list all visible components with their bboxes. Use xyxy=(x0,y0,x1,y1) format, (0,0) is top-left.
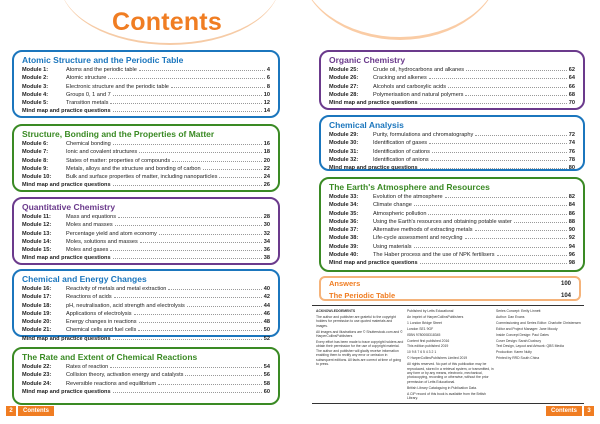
page-number: 6 xyxy=(266,75,270,82)
page-number: 88 xyxy=(568,218,575,225)
dot-leader xyxy=(219,173,261,178)
dot-leader xyxy=(414,243,567,248)
module-row[interactable] xyxy=(14,66,278,74)
module-number: Module 12: xyxy=(22,222,52,229)
dot-leader xyxy=(448,83,567,88)
dot-leader xyxy=(185,371,261,376)
page-number: 60 xyxy=(263,388,270,395)
page-number: 48 xyxy=(263,319,270,326)
module-row[interactable] xyxy=(14,165,278,173)
page-number: 94 xyxy=(568,243,575,250)
dot-leader xyxy=(420,259,567,264)
dot-leader xyxy=(428,210,566,215)
dot-leader xyxy=(139,148,262,153)
module-row[interactable] xyxy=(14,285,278,293)
ack-line: Series Concept: Emily Linnett xyxy=(496,309,541,313)
module-row[interactable] xyxy=(14,371,278,379)
module-title: Moles, solutions and masses xyxy=(66,238,138,245)
mind-map-row[interactable] xyxy=(321,164,583,172)
ack-column-2 xyxy=(407,309,495,402)
module-title: Mind map and practice questions xyxy=(22,335,111,342)
page-number: 84 xyxy=(568,202,575,209)
module-row[interactable] xyxy=(14,213,278,221)
ack-line: The author and publisher are grateful to the copyright holders for permission to use quoted materials and images. xyxy=(316,314,396,328)
footer-left xyxy=(6,406,56,416)
module-number: Module 4: xyxy=(22,91,49,98)
dot-leader xyxy=(118,213,262,218)
dot-leader xyxy=(431,156,567,161)
decorative-arc xyxy=(300,0,500,40)
dot-leader xyxy=(445,193,567,198)
module-row[interactable] xyxy=(321,193,583,201)
mind-map-row[interactable] xyxy=(14,388,278,396)
ack-line: Cover Design: Sarah Duxbury xyxy=(496,338,542,343)
page-number-left: 2 xyxy=(6,406,16,416)
module-row[interactable] xyxy=(14,74,278,82)
module-row[interactable] xyxy=(321,243,583,251)
module-number: Module 31: xyxy=(329,148,359,155)
module-title: Metals, alloys and the structure and bonding of carbon xyxy=(66,165,201,172)
dot-leader xyxy=(113,388,262,393)
footer-label-left: Contents xyxy=(18,406,54,416)
dot-leader xyxy=(139,318,262,323)
section-heading: The Rate and Extent of Chemical Reactions xyxy=(22,352,198,362)
dot-leader xyxy=(429,139,567,144)
page-number: 74 xyxy=(568,140,575,147)
dot-leader xyxy=(139,66,265,71)
section-box xyxy=(12,197,280,265)
module-title: Using the Earth's resources and obtaining potable water xyxy=(373,218,512,225)
module-row[interactable] xyxy=(321,83,583,91)
page-number: 44 xyxy=(263,302,270,309)
module-title: Mass and equations xyxy=(66,214,117,220)
page-number: 26 xyxy=(263,182,270,189)
page-number: 12 xyxy=(263,100,270,107)
module-row[interactable] xyxy=(14,157,278,165)
module-number: Module 23: xyxy=(22,372,52,379)
dot-leader xyxy=(187,302,262,307)
module-number: Module 9: xyxy=(22,165,49,172)
module-title: Collision theory, activation energy and catalysts xyxy=(66,372,184,379)
page-number: 24 xyxy=(263,174,270,181)
page-number: 36 xyxy=(263,247,270,254)
module-row[interactable] xyxy=(321,218,583,226)
module-number: Module 6: xyxy=(22,141,49,147)
ack-line: 10 9 8 7 6 5 4 3 2 1 xyxy=(407,350,437,355)
module-row[interactable] xyxy=(14,293,278,301)
ack-line: A CIP record of this book is available from the British Library. xyxy=(407,391,486,400)
module-number: Module 25: xyxy=(329,67,359,73)
module-number: Module 2: xyxy=(22,75,49,82)
module-title: Mind map and practice questions xyxy=(329,260,418,267)
module-title: Reversible reactions and equilibrium xyxy=(66,380,157,387)
page-number: 46 xyxy=(263,310,270,317)
page-number: 64 xyxy=(568,75,575,82)
ack-line: Printed by RRD South China xyxy=(496,356,540,361)
module-title: Reactivity of metals and metal extraction xyxy=(66,286,167,292)
section-box xyxy=(12,269,280,342)
module-number: Module 36: xyxy=(329,218,359,225)
module-row[interactable] xyxy=(321,74,583,82)
ack-line: All rights reserved. No part of this publication may be reproduced, stored in a retrieval system, or transmitted, in any form or by any means, electronic, mechanical, photocopying, recording or otherwise, without the prior permission of Letts Educational. xyxy=(407,362,494,384)
module-number: Module 38: xyxy=(329,235,359,242)
module-title: Transition metals xyxy=(66,100,109,107)
page-number: 78 xyxy=(568,156,575,163)
ack-line: Inside Concept Design: Paul Oates xyxy=(496,332,549,337)
module-number: Module 15: xyxy=(22,247,52,254)
ack-line: ISBN 9780008318345 xyxy=(407,332,441,337)
section-box xyxy=(319,115,585,171)
section-heading: The Earth's Atmosphere and Resources xyxy=(329,182,490,192)
module-row[interactable] xyxy=(14,83,278,91)
periodic-table-page: 104 xyxy=(560,292,571,299)
module-title: Groups 0, 1 and 7 xyxy=(66,91,111,98)
ack-line: This edition published 2019 xyxy=(407,344,449,349)
page-number: 98 xyxy=(568,260,575,267)
module-number: Module 29: xyxy=(329,132,359,138)
module-row[interactable] xyxy=(14,91,278,99)
module-title: Bulk and surface properties of matter, including nanoparticles xyxy=(66,174,218,181)
module-row[interactable] xyxy=(14,99,278,107)
module-number: Module 33: xyxy=(329,194,359,200)
module-title: Chemical cells and fuel cells xyxy=(66,327,137,334)
section-box xyxy=(319,50,585,110)
mind-map-row[interactable] xyxy=(14,107,278,115)
page-number: 4 xyxy=(266,67,270,73)
module-title: Reactions of acids xyxy=(66,294,112,301)
dot-leader xyxy=(113,107,262,112)
section-box xyxy=(319,177,585,272)
module-title: Energy changes in reactions xyxy=(66,319,137,326)
ack-line: ACKNOWLEDGEMENTS xyxy=(316,309,356,313)
module-title: Electronic structure and the periodic table xyxy=(66,83,169,90)
module-title: Alcohols and carboxylic acids xyxy=(373,83,447,90)
mind-map-row[interactable] xyxy=(321,259,583,267)
module-title: Climate change xyxy=(373,202,412,209)
page-number: 90 xyxy=(568,227,575,234)
page-number: 52 xyxy=(263,335,270,342)
dot-leader xyxy=(497,251,567,256)
module-number: Module 16: xyxy=(22,286,52,292)
module-title: Alternative methods of extracting metals xyxy=(373,227,473,234)
dot-leader xyxy=(414,201,567,206)
ack-line: Content first published 2016 xyxy=(407,338,450,343)
page-number: 66 xyxy=(568,83,575,90)
mind-map-row[interactable] xyxy=(14,181,278,189)
module-number: Module 26: xyxy=(329,75,359,82)
module-title: Mind map and practice questions xyxy=(329,100,418,107)
answers-row[interactable] xyxy=(321,278,579,290)
ack-line: An imprint of HarperCollinsPublishers xyxy=(407,314,464,319)
module-number: Module 14: xyxy=(22,238,52,245)
module-number: Module 20: xyxy=(22,319,52,326)
module-title: Chemical bonding xyxy=(66,141,111,147)
module-title: Mind map and practice questions xyxy=(329,165,418,172)
dot-leader xyxy=(140,238,262,243)
module-title: Atomic structure xyxy=(66,75,107,82)
dot-leader xyxy=(159,230,262,235)
module-title: Mind map and practice questions xyxy=(22,108,111,115)
module-row[interactable] xyxy=(14,302,278,310)
page-number-right: 3 xyxy=(584,406,594,416)
page-number: 86 xyxy=(568,210,575,217)
title-area xyxy=(0,0,600,50)
module-title: Mind map and practice questions xyxy=(22,182,111,189)
module-row[interactable] xyxy=(321,201,583,209)
dot-leader xyxy=(113,335,262,340)
dot-leader xyxy=(420,99,567,104)
module-number: Module 37: xyxy=(329,227,359,234)
module-row[interactable] xyxy=(14,173,278,181)
module-title: Identification of anions xyxy=(373,156,429,163)
module-title: Evolution of the atmosphere xyxy=(373,194,443,200)
module-number: Module 24: xyxy=(22,380,52,387)
module-row[interactable] xyxy=(321,251,583,259)
periodic-table-label: The Periodic Table xyxy=(329,290,396,300)
mind-map-row[interactable] xyxy=(14,254,278,262)
ack-line: Author: Dan Evans xyxy=(496,314,525,319)
ack-line: Text Design, Layout and Artwork: QBS Media xyxy=(496,344,564,349)
module-row[interactable] xyxy=(14,230,278,238)
dot-leader xyxy=(168,285,261,290)
section-box xyxy=(12,124,280,192)
section-heading: Organic Chemistry xyxy=(329,55,406,65)
ack-line: 1 London Bridge Street xyxy=(407,320,442,325)
module-number: Module 19: xyxy=(22,310,52,317)
dot-leader xyxy=(108,74,264,79)
module-number: Module 35: xyxy=(329,210,359,217)
page-number: 20 xyxy=(263,157,270,164)
dot-leader xyxy=(113,91,262,96)
dot-leader xyxy=(429,74,567,79)
dot-leader xyxy=(113,140,262,145)
page-number: 18 xyxy=(263,149,270,156)
dot-leader xyxy=(158,380,262,385)
section-heading: Atomic Structure and the Periodic Table xyxy=(22,55,184,65)
module-title: Moles and masses xyxy=(66,222,113,229)
module-row[interactable] xyxy=(321,156,583,164)
ack-line: London SE1 9GF xyxy=(407,326,434,331)
page-number: 54 xyxy=(263,364,270,370)
page-number: 92 xyxy=(568,235,575,242)
module-title: Percentage yield and atom economy xyxy=(66,230,157,237)
page-number: 30 xyxy=(263,222,270,229)
dot-leader xyxy=(114,293,262,298)
footer-label-right: Contents xyxy=(546,406,582,416)
dot-leader xyxy=(171,83,265,88)
page-title: Contents xyxy=(112,8,222,36)
module-number: Module 18: xyxy=(22,302,52,309)
module-title: States of matter: properties of compounds xyxy=(66,157,171,164)
dot-leader xyxy=(113,254,262,259)
page-number: 58 xyxy=(263,380,270,387)
module-row[interactable] xyxy=(14,246,278,254)
module-row[interactable] xyxy=(321,210,583,218)
ack-line: Editor and Project Manager: Jane Moody xyxy=(496,326,558,331)
module-title: Mind map and practice questions xyxy=(22,388,111,395)
dot-leader xyxy=(432,148,567,153)
module-row[interactable] xyxy=(321,234,583,242)
module-number: Module 3: xyxy=(22,83,49,90)
module-title: Identification of gases xyxy=(373,140,428,147)
page-number: 50 xyxy=(263,327,270,334)
mind-map-row[interactable] xyxy=(14,335,278,343)
dot-leader xyxy=(113,181,262,186)
answers-page: 100 xyxy=(560,281,571,287)
dot-leader xyxy=(465,91,566,96)
module-title: Atmospheric pollution xyxy=(373,210,427,217)
dot-leader xyxy=(138,326,262,331)
module-row[interactable] xyxy=(321,139,583,147)
module-row[interactable] xyxy=(14,318,278,326)
module-row[interactable] xyxy=(321,131,583,139)
module-number: Module 28: xyxy=(329,91,359,98)
module-title: Ionic and covalent structures xyxy=(66,149,138,156)
page-number: 32 xyxy=(263,230,270,237)
module-number: Module 40: xyxy=(329,252,359,259)
page-number: 40 xyxy=(263,286,270,292)
page-number: 72 xyxy=(568,132,575,138)
module-title: Polymerisation and natural polymers xyxy=(373,91,464,98)
dot-leader xyxy=(420,164,567,169)
page-number: 14 xyxy=(263,108,270,115)
module-number: Module 7: xyxy=(22,149,49,156)
dot-leader xyxy=(172,157,262,162)
module-row[interactable] xyxy=(14,310,278,318)
module-number: Module 27: xyxy=(329,83,359,90)
ack-line: © HarperCollinsPublishers Limited 2019 xyxy=(407,356,468,361)
ack-column-3 xyxy=(496,309,584,362)
dot-leader xyxy=(475,226,567,231)
page-number: 76 xyxy=(568,148,575,155)
module-title: Atoms and the periodic table xyxy=(66,67,137,73)
module-row[interactable] xyxy=(14,326,278,334)
dot-leader xyxy=(134,310,262,315)
module-number: Module 13: xyxy=(22,230,52,237)
module-number: Module 32: xyxy=(329,156,359,163)
module-title: Using materials xyxy=(373,243,412,250)
module-number: Module 34: xyxy=(329,202,359,209)
section-box xyxy=(12,50,280,118)
module-title: Mind map and practice questions xyxy=(22,255,111,262)
module-number: Module 17: xyxy=(22,294,52,301)
module-row[interactable] xyxy=(321,226,583,234)
section-heading: Quantitative Chemistry xyxy=(22,202,116,212)
module-number: Module 8: xyxy=(22,157,49,164)
module-number: Module 5: xyxy=(22,100,49,107)
module-title: pH, neutralisation, acid strength and electrolysis xyxy=(66,302,185,309)
dot-leader xyxy=(115,221,262,226)
module-row[interactable] xyxy=(321,148,583,156)
module-title: Life-cycle assessment and recycling xyxy=(373,235,463,242)
module-title: Moles and gases xyxy=(66,247,109,254)
dot-leader xyxy=(475,131,566,136)
page-number: 96 xyxy=(568,252,575,259)
ack-line: All images and illustrations are © Shutterstock.com and © HarperCollinsPublishers xyxy=(316,329,403,339)
section-heading: Chemical Analysis xyxy=(329,120,404,130)
ack-column-1 xyxy=(316,309,404,368)
page-number: 34 xyxy=(263,238,270,245)
dot-leader xyxy=(203,165,262,170)
page-number: 42 xyxy=(263,294,270,301)
ack-line: Commissioning and Series Editor: Charlotte Christensen xyxy=(496,320,581,325)
module-row[interactable] xyxy=(14,221,278,229)
module-row[interactable] xyxy=(14,238,278,246)
module-title: Cracking and alkenes xyxy=(373,75,427,82)
module-row[interactable] xyxy=(321,66,583,74)
module-number: Module 11: xyxy=(22,214,51,220)
module-row[interactable] xyxy=(14,148,278,156)
dot-leader xyxy=(110,99,261,104)
page-number: 68 xyxy=(568,91,575,98)
page-number: 38 xyxy=(263,255,270,262)
module-title: The Haber process and the use of NPK fertilisers xyxy=(373,252,495,259)
dot-leader xyxy=(110,363,261,368)
page-number: 70 xyxy=(568,100,575,107)
dot-leader xyxy=(110,246,261,251)
module-row[interactable] xyxy=(14,380,278,388)
section-heading: Chemical and Energy Changes xyxy=(22,274,147,284)
module-title: Purity, formulations and chromatography xyxy=(373,132,474,138)
acknowledgements-block xyxy=(312,305,584,404)
module-title: Rates of reaction xyxy=(66,364,109,370)
module-number: Module 30: xyxy=(329,140,359,147)
dot-leader xyxy=(465,234,567,239)
page-number: 22 xyxy=(263,165,270,172)
ack-line: Published by Letts Educational xyxy=(407,309,454,313)
page-number: 28 xyxy=(263,214,270,220)
ack-line: British Library Cataloguing in Publication Data. xyxy=(407,385,477,390)
module-number: Module 1: xyxy=(22,67,49,73)
page-number: 62 xyxy=(568,67,575,73)
dot-leader xyxy=(466,66,567,71)
module-number: Module 22: xyxy=(22,364,52,370)
page-number: 82 xyxy=(568,194,575,200)
page-number: 10 xyxy=(263,91,270,98)
ack-line: Production: Karen Nulty xyxy=(496,350,532,355)
module-title: Identification of cations xyxy=(373,148,430,155)
ack-line: Every effort has been made to trace copyright holders and obtain their permission for the use of copyright material. The author and publisher will gladly receive information enabling them to rectify any error or omission in subsequent editions. All facts are correct at time of going to press. xyxy=(316,339,404,366)
page-number: 8 xyxy=(266,83,270,90)
module-number: Module 39: xyxy=(329,243,359,250)
section-heading: Structure, Bonding and the Properties of Matter xyxy=(22,129,215,139)
answers-box xyxy=(319,276,581,301)
module-number: Module 10: xyxy=(22,174,52,181)
periodic-table-row[interactable] xyxy=(321,290,579,302)
section-box xyxy=(12,347,280,405)
module-title: Crude oil, hydrocarbons and alkanes xyxy=(373,67,465,73)
module-title: Applications of electrolysis xyxy=(66,310,132,317)
footer-right xyxy=(544,406,594,416)
page-number: 16 xyxy=(263,141,270,147)
mind-map-row[interactable] xyxy=(321,99,583,107)
module-row[interactable] xyxy=(14,363,278,371)
page-number: 56 xyxy=(263,372,270,379)
module-row[interactable] xyxy=(14,140,278,148)
dot-leader xyxy=(514,218,567,223)
module-number: Module 21: xyxy=(22,327,52,334)
page-number: 80 xyxy=(568,165,575,172)
answers-label: Answers xyxy=(329,279,361,288)
module-row[interactable] xyxy=(321,91,583,99)
